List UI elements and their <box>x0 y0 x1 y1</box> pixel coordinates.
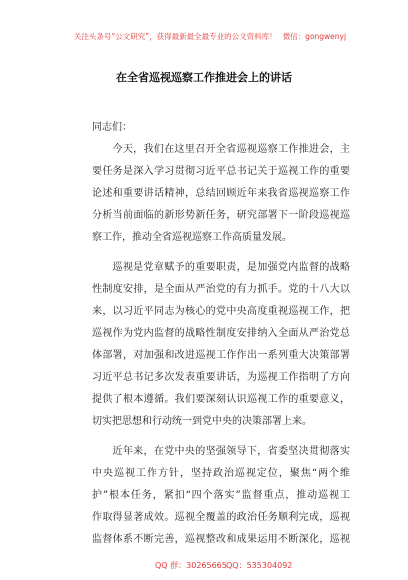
paragraph-line: 察工作，推动全省巡视巡察工作高质量发展。 <box>92 232 292 243</box>
header-wechat: 微信：gongwenyj <box>282 32 347 41</box>
paragraph-line: 护”根本任务，紧扣“四个落实”监督重点，推动巡视工 <box>92 490 350 501</box>
paragraph-line: 作取得显著成效。巡视全覆盖的政治任务顺利完成，巡视 <box>92 512 350 523</box>
paragraph-line: 切实把思想和行动统一到党中央的决策部署上来。 <box>92 416 312 427</box>
paragraph-line: 监督体系不断完善，巡视整改和成果运用不断深化，巡视 <box>92 534 350 545</box>
paragraph-line: 论述和重要讲话精神，总结回顾近年来我省巡视巡察工作 <box>92 188 350 199</box>
paragraph-line: 巡视作为党内监督的战略性制度安排纳入全面从严治党总 <box>92 328 350 339</box>
paragraph-line: 提供了根本遵循。我们要深刻认识巡视工作的重要意义， <box>92 394 350 405</box>
paragraph-line: 巡视是党章赋予的重要职责，是加强党内监督的战略 <box>112 262 350 273</box>
document-body <box>92 117 350 551</box>
paragraph-2 <box>92 257 350 433</box>
page-header <box>0 31 408 43</box>
paragraph-line: 要任务是深入学习贯彻习近平总书记关于巡视工作的重要 <box>92 166 350 177</box>
salutation: 同志们： <box>92 122 132 133</box>
paragraph-line: 习近平总书记多次发表重要讲话，为巡视工作指明了方向 <box>92 372 350 383</box>
paragraph-line: 性制度安排，是全面从严治党的有力抓手。党的十八大以 <box>92 284 350 295</box>
paragraph-line: 中央巡视工作方针，坚持政治巡视定位，聚焦“两个维 <box>92 468 350 479</box>
paragraph-line: 分析当前面临的新形势新任务，研究部署下一阶段巡视巡 <box>92 210 350 221</box>
paragraph-3 <box>92 441 350 551</box>
paragraph-line: 体部署，对加强和改进巡视工作作出一系列重大决策部署 <box>92 350 350 361</box>
paragraph-line: 今天，我们在这里召开全省巡视巡察工作推进会，主 <box>112 144 350 155</box>
paragraph-line: 来，以习近平同志为核心的党中央高度重视巡视工作，把 <box>92 306 350 317</box>
document-title: 在全省巡视巡察工作推进会上的讲话 <box>116 71 292 84</box>
header-notice: 关注头条号“公文研究”，获得最新最全最专业的公文资料库！ <box>73 32 277 41</box>
paragraph-1 <box>92 139 350 249</box>
footer-qq-group: QQ 群：30265665 <box>155 561 227 570</box>
footer-qq: QQ：535304092 <box>226 561 293 570</box>
paragraph-line: 近年来，在党中央的坚强领导下，省委坚决贯彻落实 <box>112 446 350 457</box>
